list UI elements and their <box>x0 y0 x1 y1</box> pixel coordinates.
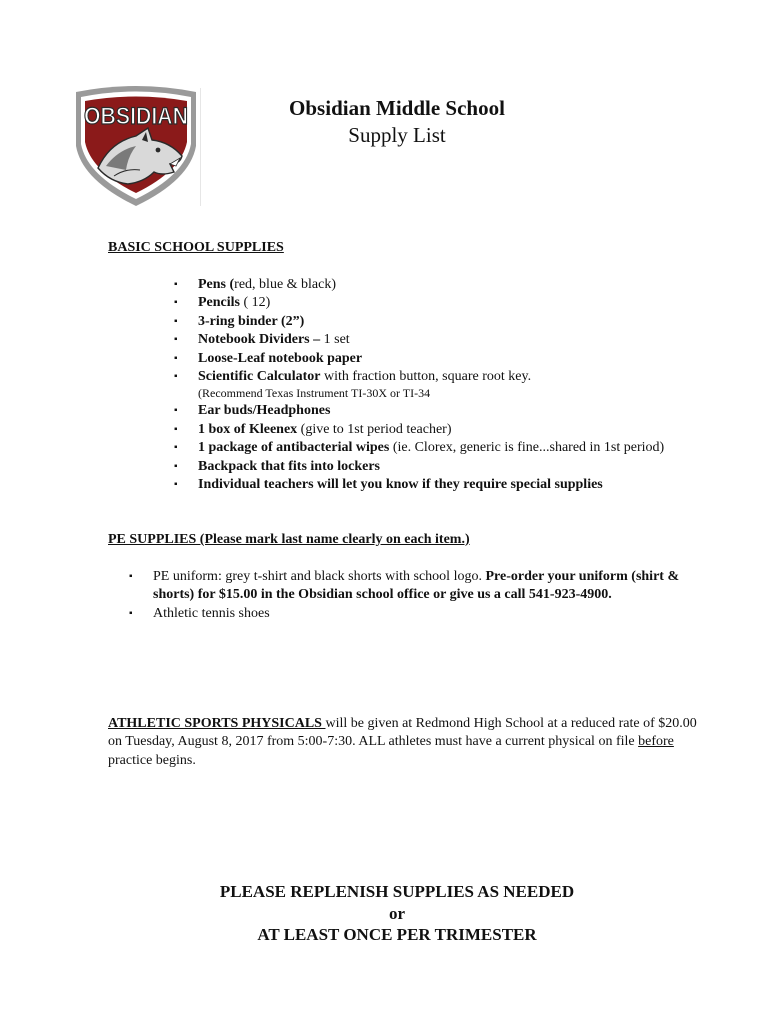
bullet-icon: ▪ <box>174 371 178 383</box>
item-name: Pens ( <box>198 277 235 292</box>
list-item <box>174 350 718 368</box>
item-detail: ( 12) <box>240 295 271 311</box>
list-item <box>174 294 718 312</box>
physicals-text-end: practice begins. <box>108 752 196 768</box>
sports-physicals-paragraph <box>108 715 698 770</box>
closing-line-3: AT LEAST ONCE PER TRIMESTER <box>257 925 537 944</box>
list-item <box>174 476 718 494</box>
list-item <box>174 331 718 349</box>
item-text: PE uniform: grey t-shirt and black shorts with school logo. <box>153 569 486 584</box>
svg-text:OBSIDIAN: OBSIDIAN <box>84 103 188 130</box>
item-name: Loose-Leaf notebook paper <box>198 350 363 366</box>
list-item <box>129 568 693 605</box>
item-detail: red, blue & black) <box>234 277 337 292</box>
physicals-text: will be given at Redmond High School at a reduced rate of $20.00 on Tuesday, August 8, 2017 from 5:00-7:30. ALL athletes must have a current physical on file <box>108 716 697 750</box>
item-text: Athletic tennis shoes <box>153 605 270 621</box>
item-name: Ear buds/Headphones <box>198 403 331 419</box>
basic-supplies-heading: BASIC SCHOOL SUPPLIES <box>108 240 284 255</box>
closing-line-2: or <box>388 904 406 923</box>
list-item <box>129 605 693 623</box>
item-detail: with fraction button, square root key. <box>320 369 532 385</box>
bullet-icon: ▪ <box>174 279 178 290</box>
item-name: Individual teachers will let you know if they require special supplies <box>198 477 603 493</box>
school-name: Obsidian Middle School <box>289 96 505 120</box>
bullet-icon: ▪ <box>174 423 178 435</box>
basic-supplies-list <box>174 276 718 494</box>
list-item <box>174 313 718 331</box>
document-title: Supply List <box>348 123 446 147</box>
item-name: Notebook Dividers – <box>198 332 321 348</box>
bullet-icon: ▪ <box>174 334 178 346</box>
pe-supplies-heading: PE SUPPLIES (Please mark last name clearly on each item.) <box>108 532 470 547</box>
item-detail: 1 set <box>320 332 350 348</box>
bullet-icon: ▪ <box>174 297 178 309</box>
item-name: Scientific Calculator <box>198 369 321 385</box>
physicals-underlined-word: before <box>638 734 674 750</box>
bullet-icon: ▪ <box>174 442 178 454</box>
bullet-icon: ▪ <box>129 607 133 619</box>
sports-physicals-heading: ATHLETIC SPORTS PHYSICALS <box>108 716 326 731</box>
list-item <box>174 276 718 294</box>
bullet-icon: ▪ <box>174 460 178 472</box>
list-item <box>174 421 718 439</box>
bullet-icon: ▪ <box>174 479 178 491</box>
list-item <box>174 458 718 476</box>
item-name: Pencils <box>198 295 240 311</box>
list-item <box>174 402 718 420</box>
bullet-icon: ▪ <box>174 315 178 327</box>
bullet-icon: ▪ <box>174 405 178 417</box>
item-name: 3-ring binder (2”) <box>198 313 305 329</box>
item-name: 1 package of antibacterial wipes <box>198 440 390 456</box>
closing-line-1: PLEASE REPLENISH SUPPLIES AS NEEDED <box>219 882 575 901</box>
list-item <box>174 439 718 457</box>
list-item <box>174 368 718 401</box>
item-detail: (give to 1st period teacher) <box>297 421 452 437</box>
bullet-icon: ▪ <box>129 571 133 582</box>
item-name: 1 box of Kleenex <box>198 421 298 437</box>
bullet-icon: ▪ <box>174 352 178 364</box>
pe-supplies-list <box>129 568 693 623</box>
item-name: Backpack that fits into lockers <box>198 458 380 474</box>
item-emphasis: Pre-order your uniform (shirt & shorts) for $15.00 in the Obsidian school office or give us a call 541-923-4900. <box>153 569 680 603</box>
item-note: (Recommend Texas Instrument TI-30X or TI-34 <box>198 386 431 401</box>
item-detail: (ie. Clorex, generic is fine...shared in 1st period) <box>389 440 665 456</box>
